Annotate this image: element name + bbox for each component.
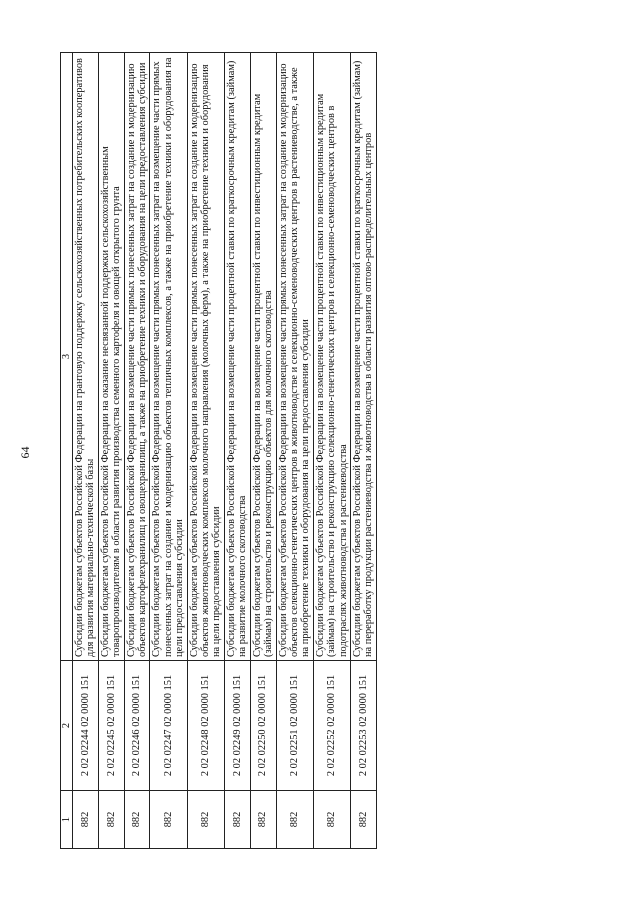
- description-cell: Субсидии бюджетам субъектов Российской Федерации на возмещение части процентной ставки по инвестиционным кредитам (займам) на строительство и реконструкцию объектов для молочного скотоводства: [250, 53, 276, 661]
- admin-code-cell: 882: [350, 791, 376, 849]
- budget-code-cell: 2 02 02252 02 0000 151: [313, 661, 350, 791]
- table-row: [98, 53, 124, 849]
- description-cell: Субсидии бюджетам субъектов Российской Федерации на возмещение части прямых понесенных затрат на создание и модернизацию объектов картофелехранилищ и овощехранилищ, а также на приобретение техники и оборудования на цели предоставления субсидии: [124, 53, 150, 661]
- budget-codes-table: [60, 52, 377, 849]
- table-row: [124, 53, 150, 849]
- budget-code-cell: 2 02 02247 02 0000 151: [150, 661, 187, 791]
- admin-code-cell: 882: [313, 791, 350, 849]
- budget-code-cell: 2 02 02246 02 0000 151: [124, 661, 150, 791]
- description-cell: Субсидии бюджетам субъектов Российской Федерации на возмещение части процентной ставки по краткосрочным кредитам (займам) на развитие молочного скотоводства: [224, 53, 250, 661]
- table-row: [187, 53, 224, 849]
- budget-code-cell: 2 02 02253 02 0000 151: [350, 661, 376, 791]
- column-header-2: 2: [61, 661, 73, 791]
- table-row: [150, 53, 187, 849]
- description-cell: Субсидии бюджетам субъектов Российской Федерации на грантовую поддержку сельскохозяйственных потребительских кооперативов для развития материально-технической базы: [73, 53, 99, 661]
- admin-code-cell: 882: [150, 791, 187, 849]
- table-row: [313, 53, 350, 849]
- admin-code-cell: 882: [250, 791, 276, 849]
- description-cell: Субсидии бюджетам субъектов Российской Федерации на возмещение части прямых понесенных затрат на создание и модернизацию объектов животноводческих комплексов молочного направления (молочных ферм), а также на приобретение техники и оборудования на цели предоставления субсидии: [187, 53, 224, 661]
- budget-code-cell: 2 02 02250 02 0000 151: [250, 661, 276, 791]
- table-header-row: [61, 53, 73, 849]
- budget-code-cell: 2 02 02248 02 0000 151: [187, 661, 224, 791]
- admin-code-cell: 882: [187, 791, 224, 849]
- budget-code-cell: 2 02 02245 02 0000 151: [98, 661, 124, 791]
- column-header-1: 1: [61, 791, 73, 849]
- budget-code-cell: 2 02 02251 02 0000 151: [276, 661, 313, 791]
- budget-code-cell: 2 02 02244 02 0000 151: [73, 661, 99, 791]
- admin-code-cell: 882: [124, 791, 150, 849]
- admin-code-cell: 882: [98, 791, 124, 849]
- admin-code-cell: 882: [73, 791, 99, 849]
- table-row: [73, 53, 99, 849]
- description-cell: Субсидии бюджетам субъектов Российской Федерации на возмещение части процентной ставки по краткосрочным кредитам (займам) на переработку продукции растениеводства и животноводства в области развития оптово-распределительных центров: [350, 53, 376, 661]
- description-cell: Субсидии бюджетам субъектов Российской Федерации на возмещение части прямых понесенных затрат на создание и модернизацию объектов селекционно-генетических центров в животноводстве и селекционно-семеноводческих центров в растениеводстве, а также на приобретение техники и оборудования на цели предоставления субсидии: [276, 53, 313, 661]
- admin-code-cell: 882: [276, 791, 313, 849]
- description-cell: Субсидии бюджетам субъектов Российской Федерации на оказание несвязанной поддержки сельскохозяйственным товаропроизводителям в области развития производства семенного картофеля и овощей открытого грунта: [98, 53, 124, 661]
- budget-code-cell: 2 02 02249 02 0000 151: [224, 661, 250, 791]
- description-cell: Субсидии бюджетам субъектов Российской Федерации на возмещение части прямых понесенных затрат на возмещение части прямых понесенных затрат на создание и модернизацию объектов тепличных комплексов, а также на приобретение техники и оборудования на цели предоставления субсидии: [150, 53, 187, 661]
- table-row: [224, 53, 250, 849]
- description-cell: Субсидии бюджетам субъектов Российской Федерации на возмещение части процентной ставки по инвестиционным кредитам (займам) на строительство и реконструкцию селекционно-генетических центров и селекционно-семеноводческих центров в подотраслях животноводства и растениеводства: [313, 53, 350, 661]
- column-header-3: 3: [61, 53, 73, 661]
- admin-code-cell: 882: [224, 791, 250, 849]
- table-row: [276, 53, 313, 849]
- table-row: [350, 53, 376, 849]
- page-number: 64: [18, 446, 32, 459]
- table-row: [250, 53, 276, 849]
